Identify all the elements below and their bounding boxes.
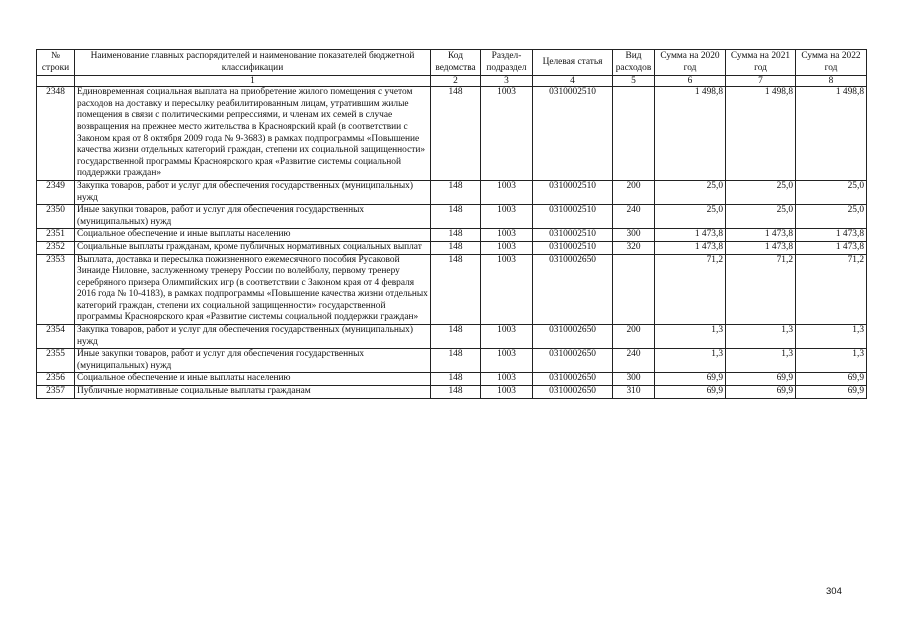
column-number: 3 xyxy=(481,76,533,87)
row-section: 1003 xyxy=(481,229,533,242)
row-target: 0310002510 xyxy=(533,241,613,254)
header-sum-2020: Сумма на 2020 год xyxy=(655,50,726,76)
row-section: 1003 xyxy=(481,349,533,373)
row-target: 0310002510 xyxy=(533,205,613,229)
row-target: 0310002650 xyxy=(533,349,613,373)
table-row xyxy=(37,180,867,204)
row-name: Социальные выплаты гражданам, кроме публичных нормативных социальных выплат xyxy=(75,241,431,254)
row-number: 2350 xyxy=(37,205,75,229)
row-kind: 240 xyxy=(613,205,655,229)
column-number: 8 xyxy=(796,76,867,87)
row-sum-2021: 69,9 xyxy=(726,373,796,386)
row-kind: 300 xyxy=(613,373,655,386)
row-dept: 148 xyxy=(431,229,481,242)
table-row xyxy=(37,229,867,242)
header-target: Целевая статья xyxy=(533,50,613,76)
column-number-row xyxy=(37,76,867,87)
row-dept: 148 xyxy=(431,349,481,373)
row-section: 1003 xyxy=(481,254,533,325)
page-number: 304 xyxy=(826,586,842,597)
row-sum-2020: 25,0 xyxy=(655,205,726,229)
row-target: 0310002510 xyxy=(533,229,613,242)
table-row xyxy=(37,349,867,373)
row-name: Выплата, доставка и пересылка пожизненного ежемесячного пособия Русаковой Зинаиде Ниловне, заслуженному тренеру России по волейболу, первому тренеру серебряного призера Олимпийских игр (в соответствии с Законом края от 4 февраля 2016 года № 10-4183), в рамках подпрограммы «Повышение качества жизни отдельных категорий граждан, степени их социальной защищенности» государственной программы Красноярского края «Развитие системы социальной поддержки граждан» xyxy=(75,254,431,325)
row-target: 0310002650 xyxy=(533,254,613,325)
header-name: Наименование главных распорядителей и наименование показателей бюджетной классификации xyxy=(75,50,431,76)
table-row xyxy=(37,205,867,229)
row-target: 0310002650 xyxy=(533,373,613,386)
row-section: 1003 xyxy=(481,180,533,204)
row-sum-2021: 1 473,8 xyxy=(726,229,796,242)
row-kind: 300 xyxy=(613,229,655,242)
row-dept: 148 xyxy=(431,205,481,229)
row-sum-2022: 1,3 xyxy=(796,325,867,349)
row-sum-2022: 25,0 xyxy=(796,205,867,229)
row-kind: 240 xyxy=(613,349,655,373)
column-number: 2 xyxy=(431,76,481,87)
row-name: Единовременная социальная выплата на приобретение жилого помещения с учетом расходов на доставку и пересылку реабилитированным лицам, утратившим жилые помещения в связи с политическими репрессиями, и членам их семей в случае возвращения на прежнее место жительства в Красноярский край (в соответствии с Законом края от 8 октября 2009 года № 9-3683) в рамках подпрограммы «Повышение качества жизни отдельных категорий граждан, степени их социальной защищенности» государственной программы Красноярского края «Развитие системы социальной поддержки граждан» xyxy=(75,87,431,181)
row-number: 2349 xyxy=(37,180,75,204)
header-section: Раздел-подраздел xyxy=(481,50,533,76)
row-sum-2022: 71,2 xyxy=(796,254,867,325)
row-number: 2352 xyxy=(37,241,75,254)
row-name: Иные закупки товаров, работ и услуг для обеспечения государственных (муниципальных) нужд xyxy=(75,205,431,229)
row-sum-2020: 1 498,8 xyxy=(655,87,726,181)
row-sum-2020: 1 473,8 xyxy=(655,241,726,254)
row-dept: 148 xyxy=(431,241,481,254)
budget-table xyxy=(36,49,867,399)
row-sum-2021: 1,3 xyxy=(726,349,796,373)
row-name: Закупка товаров, работ и услуг для обеспечения государственных (муниципальных) нужд xyxy=(75,325,431,349)
header-sum-2021: Сумма на 2021 год xyxy=(726,50,796,76)
row-kind xyxy=(613,254,655,325)
row-number: 2353 xyxy=(37,254,75,325)
row-sum-2022: 1 473,8 xyxy=(796,241,867,254)
row-sum-2020: 69,9 xyxy=(655,373,726,386)
column-number xyxy=(37,76,75,87)
row-sum-2021: 25,0 xyxy=(726,180,796,204)
row-kind xyxy=(613,87,655,181)
row-sum-2020: 1,3 xyxy=(655,349,726,373)
row-section: 1003 xyxy=(481,241,533,254)
row-number: 2357 xyxy=(37,386,75,399)
header-dept: Код ведомства xyxy=(431,50,481,76)
column-number: 6 xyxy=(655,76,726,87)
row-dept: 148 xyxy=(431,386,481,399)
row-target: 0310002650 xyxy=(533,325,613,349)
row-kind: 200 xyxy=(613,325,655,349)
header-row xyxy=(37,50,867,76)
row-sum-2022: 25,0 xyxy=(796,180,867,204)
row-section: 1003 xyxy=(481,325,533,349)
row-sum-2020: 69,9 xyxy=(655,386,726,399)
row-section: 1003 xyxy=(481,386,533,399)
row-section: 1003 xyxy=(481,373,533,386)
row-dept: 148 xyxy=(431,180,481,204)
row-target: 0310002650 xyxy=(533,386,613,399)
column-number: 5 xyxy=(613,76,655,87)
row-dept: 148 xyxy=(431,373,481,386)
row-sum-2022: 1,3 xyxy=(796,349,867,373)
row-name: Социальное обеспечение и иные выплаты населению xyxy=(75,229,431,242)
row-dept: 148 xyxy=(431,87,481,181)
row-sum-2020: 1,3 xyxy=(655,325,726,349)
row-section: 1003 xyxy=(481,87,533,181)
table-row xyxy=(37,87,867,181)
row-sum-2022: 69,9 xyxy=(796,373,867,386)
column-number: 7 xyxy=(726,76,796,87)
row-sum-2020: 1 473,8 xyxy=(655,229,726,242)
row-number: 2354 xyxy=(37,325,75,349)
row-sum-2021: 1 498,8 xyxy=(726,87,796,181)
table-row xyxy=(37,325,867,349)
row-kind: 310 xyxy=(613,386,655,399)
header-sum-2022: Сумма на 2022 год xyxy=(796,50,867,76)
row-sum-2020: 71,2 xyxy=(655,254,726,325)
column-number: 1 xyxy=(75,76,431,87)
table-row xyxy=(37,386,867,399)
row-sum-2022: 69,9 xyxy=(796,386,867,399)
row-sum-2022: 1 498,8 xyxy=(796,87,867,181)
row-sum-2021: 71,2 xyxy=(726,254,796,325)
table-row xyxy=(37,373,867,386)
row-number: 2348 xyxy=(37,87,75,181)
row-kind: 320 xyxy=(613,241,655,254)
header-row-no: № строки xyxy=(37,50,75,76)
row-name: Социальное обеспечение и иные выплаты населению xyxy=(75,373,431,386)
row-name: Иные закупки товаров, работ и услуг для обеспечения государственных (муниципальных) нужд xyxy=(75,349,431,373)
row-sum-2021: 25,0 xyxy=(726,205,796,229)
column-number: 4 xyxy=(533,76,613,87)
row-name: Закупка товаров, работ и услуг для обеспечения государственных (муниципальных) нужд xyxy=(75,180,431,204)
row-target: 0310002510 xyxy=(533,87,613,181)
header-kind: Вид расходов xyxy=(613,50,655,76)
row-number: 2351 xyxy=(37,229,75,242)
row-dept: 148 xyxy=(431,325,481,349)
row-sum-2022: 1 473,8 xyxy=(796,229,867,242)
row-sum-2021: 1 473,8 xyxy=(726,241,796,254)
row-sum-2021: 1,3 xyxy=(726,325,796,349)
row-target: 0310002510 xyxy=(533,180,613,204)
table-row xyxy=(37,254,867,325)
row-number: 2355 xyxy=(37,349,75,373)
row-kind: 200 xyxy=(613,180,655,204)
row-name: Публичные нормативные социальные выплаты гражданам xyxy=(75,386,431,399)
row-sum-2021: 69,9 xyxy=(726,386,796,399)
row-sum-2020: 25,0 xyxy=(655,180,726,204)
row-dept: 148 xyxy=(431,254,481,325)
table-row xyxy=(37,241,867,254)
row-section: 1003 xyxy=(481,205,533,229)
row-number: 2356 xyxy=(37,373,75,386)
